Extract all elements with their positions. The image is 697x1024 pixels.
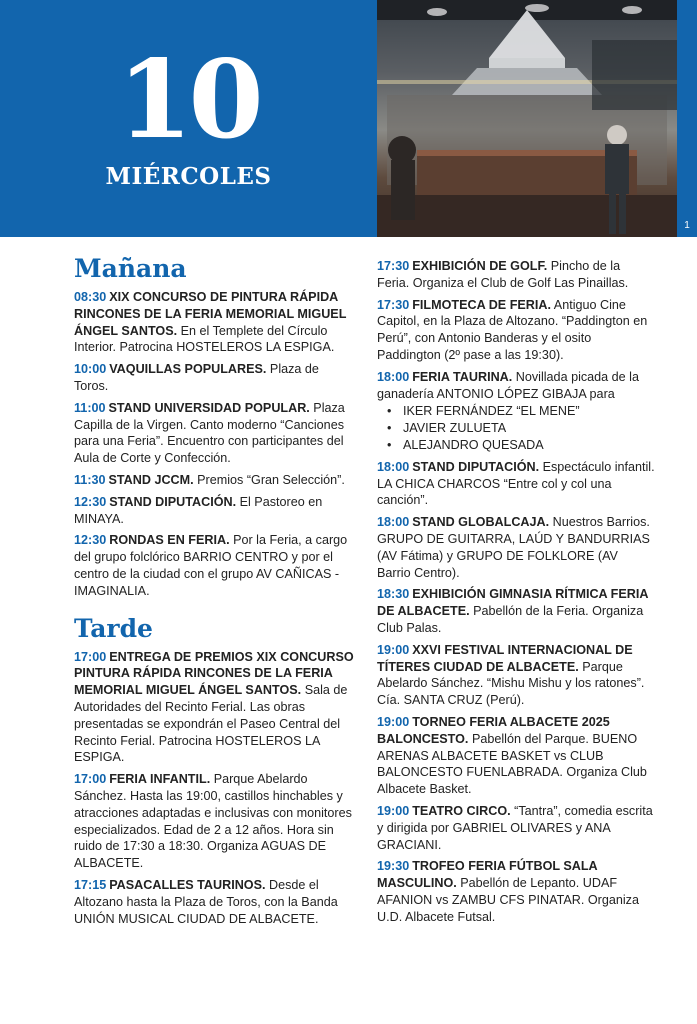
list-item: • JAVIER ZULUETA: [387, 420, 655, 437]
event-item: [74, 361, 354, 395]
event-title: STAND GLOBALCAJA.: [412, 515, 550, 530]
event-time: 19:00: [377, 642, 410, 657]
event-time: 11:00: [74, 400, 106, 415]
event-title: TORNEO FERIA ALBACETE 2025 BALONCESTO.: [377, 714, 610, 746]
event-description: Premios “Gran Selección”.: [197, 472, 345, 487]
event-time: 19:30: [377, 859, 410, 874]
section-title-afternoon: Tarde: [74, 613, 153, 643]
event-description: Por la Feria, a cargo del grupo folclórico BARRIO CENTRO y por el centro de la ciudad con el grupo AV CAÑICAS -IMAGINALIA.: [74, 533, 348, 598]
event-time: 18:00: [377, 515, 410, 530]
event-time: 17:30: [377, 297, 410, 312]
event-item: [74, 494, 354, 528]
event-item: [377, 586, 655, 636]
section-title-morning: Mañana: [74, 254, 187, 283]
event-time: 19:00: [377, 803, 410, 818]
event-description: Sala de Autoridades del Recinto Ferial. Las obras presentadas se expondrán el Paseo Central del Recinto Ferial. Patrocina HOSTELEROS LA ESPIGA.: [74, 683, 348, 765]
event-time: 12:30: [74, 494, 107, 509]
event-description: Plaza Capilla de la Virgen. Canto moderno “Canciones para una Feria”. Encuentro con participantes del Aula de Corte y Confección.: [74, 400, 345, 466]
event-item: [377, 642, 655, 709]
header-photo: [377, 0, 677, 237]
event-title: EXHIBICIÓN DE GOLF.: [412, 259, 548, 273]
event-title: FILMOTECA DE FERIA.: [412, 297, 551, 312]
event-item: [377, 803, 655, 853]
day-number: 10: [117, 37, 260, 163]
event-title: STAND DIPUTACIÓN.: [412, 459, 540, 474]
right-column: [377, 250, 655, 930]
event-title: STAND JCCM.: [108, 472, 194, 487]
event-title: ENTREGA DE PREMIOS XIX CONCURSO PINTURA RÁPIDA RINCONES DE LA FERIA MEMORIAL MIGUEL ÁNGEL SANTOS.: [74, 649, 354, 698]
event-description: Parque Abelardo Sánchez. “Mishu Mishu y los ratones”. Cía. SANTA CRUZ (Perú).: [377, 659, 645, 708]
event-time: 17:30: [377, 259, 410, 273]
event-description: En el Templete del Círculo Interior. Patrocina HOSTELEROS LA ESPIGA.: [74, 323, 335, 355]
event-description: “Tantra”, comedia escrita y dirigida por GABRIEL OLIVARES y ANA GRACIANI.: [377, 803, 653, 852]
event-item: [74, 532, 354, 599]
event-title: XIX CONCURSO DE PINTURA RÁPIDA RINCONES DE LA FERIA MEMORIAL MIGUEL ÁNGEL SANTOS.: [74, 290, 347, 338]
event-item: [74, 472, 354, 489]
event-item: [74, 289, 354, 356]
event-time: 17:00: [74, 772, 107, 787]
event-title: STAND UNIVERSIDAD POPULAR.: [108, 400, 310, 415]
left-column: [74, 250, 354, 932]
list-item: • ALEJANDRO QUESADA: [387, 437, 655, 454]
bullfighter-list: [377, 403, 655, 453]
event-time: 12:30: [74, 533, 107, 548]
event-item: [377, 369, 655, 454]
event-item: [74, 877, 354, 927]
event-item: [74, 400, 354, 467]
event-description: Pabellón del Parque. BUENO ARENAS ALBACETE BASKET vs CLUB BALONCESTO FUENLABRADA. Organiza Club Albacete Basket.: [377, 731, 647, 797]
knife-display-photo: [377, 0, 677, 237]
event-title: TEATRO CIRCO.: [412, 803, 511, 818]
event-item: [377, 297, 655, 364]
event-item: [74, 771, 354, 872]
event-description: Parque Abelardo Sánchez. Hasta las 19:00, castillos hinchables y atracciones adaptadas e inclusivas con monitores especializados. Edad de 2 a 12 años. Hora sin ruido de 17:30 a 18:30. Organiza AGUAS DE ALBACETE.: [74, 772, 352, 871]
event-title: VAQUILLAS POPULARES.: [109, 362, 267, 377]
day-name: MIÉRCOLES: [105, 163, 272, 190]
event-item: [377, 258, 655, 292]
event-time: 18:00: [377, 459, 410, 474]
event-title: TROFEO FERIA FÚTBOL SALA MASCULINO.: [377, 859, 598, 891]
event-title: FERIA TAURINA.: [412, 369, 513, 384]
event-description: El Pastoreo en MINAYA.: [74, 494, 323, 526]
event-time: 17:15: [74, 877, 107, 892]
event-description: Desde el Altozano hasta la Plaza de Toros, con la Banda UNIÓN MUSICAL CIUDAD DE ALBACETE.: [74, 877, 338, 926]
event-description: Pabellón de Lepanto. UDAF AFANION vs ZAMBU CFS PINATAR. Organiza U.D. Albacete Futsal.: [377, 876, 639, 924]
event-description: Antiguo Cine Capitol, en la Plaza de Altozano. “Paddington en Perú”, con Antonio Banderas y el osito Paddington (2º pase a las 19:30).: [377, 297, 648, 362]
list-item: • IKER FERNÁNDEZ “EL MENE”: [387, 403, 655, 420]
event-time: 11:30: [74, 472, 106, 487]
event-title: FERIA INFANTIL.: [109, 772, 211, 787]
event-description: Pincho de la Feria. Organiza el Club de Golf Las Pinaillas.: [377, 259, 629, 290]
event-item: [377, 858, 655, 925]
event-time: 19:00: [377, 714, 410, 729]
afternoon-events-right: [377, 258, 655, 925]
event-description: Novillada picada de la ganadería ANTONIO LÓPEZ GIBAJA para: [377, 369, 639, 401]
event-title: PASACALLES TAURINOS.: [109, 877, 266, 892]
event-description: Pabellón de la Feria. Organiza Club Palas.: [377, 604, 644, 635]
event-title: XXVI FESTIVAL INTERNACIONAL DE TÍTERES CIUDAD DE ALBACETE.: [377, 642, 633, 674]
event-time: 08:30: [74, 290, 107, 304]
page-number: 1: [677, 214, 697, 237]
event-title: EXHIBICIÓN GIMNASIA RÍTMICA FERIA DE ALBACETE.: [377, 587, 649, 619]
afternoon-events: [74, 649, 354, 928]
event-item: [377, 459, 655, 509]
event-description: Nuestros Barrios. GRUPO DE GUITARRA, LAÚD Y BANDURRIAS (AV Fátima) y GRUPO DE FOLKLORE (AV Barrio Centro).: [377, 515, 650, 580]
event-item: [74, 649, 354, 767]
event-item: [377, 714, 655, 798]
event-time: 18:30: [377, 587, 410, 602]
event-title: RONDAS EN FERIA.: [109, 533, 230, 548]
event-description: Plaza de Toros.: [74, 362, 319, 393]
header-band: [0, 0, 697, 237]
event-item: [377, 514, 655, 581]
event-time: 17:00: [74, 649, 107, 664]
event-title: STAND DIPUTACIÓN.: [109, 494, 237, 509]
morning-events: [74, 289, 354, 600]
event-time: 10:00: [74, 362, 107, 377]
event-description: Espectáculo infantil. LA CHICA CHARCOS “Entre col y col una canción”.: [377, 459, 655, 508]
event-time: 18:00: [377, 369, 410, 384]
